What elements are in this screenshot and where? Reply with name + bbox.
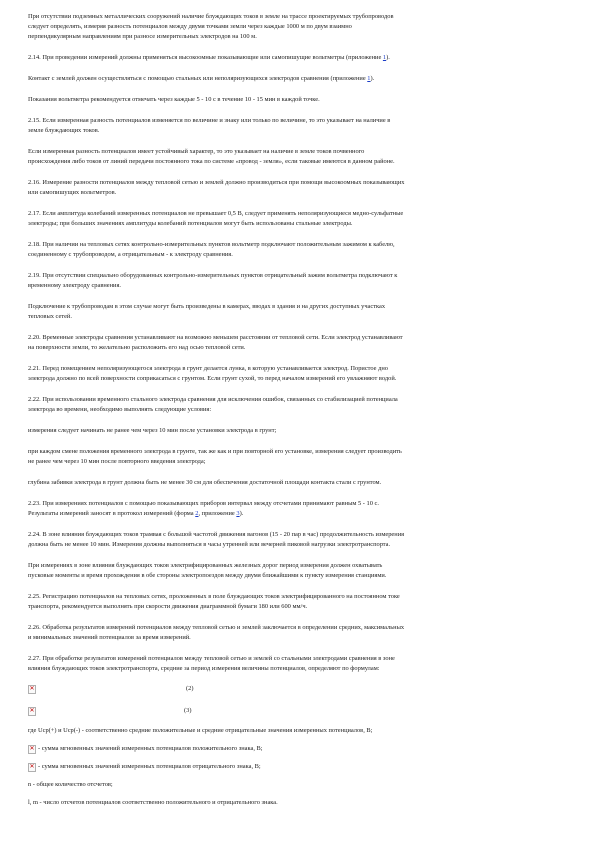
spacer	[28, 674, 568, 682]
spacer	[28, 42, 568, 53]
text-line: и минимальных значений потенциалов за время измерений.	[28, 634, 191, 641]
spacer	[28, 105, 568, 116]
text-line: 2.24. В зоне влияния блуждающих токов трамвая с большой частотой движения вагонов (15 - 20 пар в час) продолжительность измерения	[28, 531, 405, 538]
text-line: Если измеренная разность потенциалов имеет устойчивый характер, то это указывает на наличие в земле токов почвенного	[28, 148, 365, 155]
form-link[interactable]: 2	[195, 510, 199, 517]
spacer	[28, 519, 568, 530]
text: Контакт с землей должен осуществляться с помощью стальных или неполяризующихся электродов сравнения (приложение	[28, 75, 368, 82]
paragraph-p18	[28, 499, 568, 519]
spacer	[28, 696, 568, 704]
paragraph-p19	[28, 530, 568, 550]
spacer	[28, 291, 568, 302]
paragraph-p23	[28, 654, 568, 674]
definition-text: где Uср(+) и Uср(-) - соответственно средние положительные и средние отрицательные значения измеренных потенциалов, В;	[28, 727, 373, 734]
paragraph-p9	[28, 240, 568, 260]
spacer	[28, 612, 568, 623]
text-line: земле блуждающих токов.	[28, 127, 100, 134]
definition-d4	[28, 780, 568, 790]
paragraph-p21	[28, 592, 568, 612]
paragraph-p2	[28, 53, 568, 63]
text-line: 2.16. Измерение разности потенциалов между тепловой сетью и землей должно производиться при помощи высокоомных показывающих	[28, 179, 405, 186]
text-line: 2.18. При наличии на тепловых сетях контрольно-измерительных пунктов вольтметр подключают положительным зажимом к кабелю,	[28, 241, 395, 248]
text-line: 2.22. При использовании временного стального электрода сравнения для исключения ошибок, связанных со стабилизацией потенциала	[28, 396, 398, 403]
text-line: 2.17. Если амплитуда колебаний измеренных потенциалов не превышает 0,5 В, следует применять неполяризующиеся медно-сульфатные	[28, 210, 404, 217]
text-line: 2.27. При обработке результатов измерений потенциалов между тепловой сетью и землей со стальными электродами сравнения в зоне	[28, 655, 395, 662]
spacer	[28, 488, 568, 499]
text: , приложение	[198, 510, 237, 517]
text-line: пусковые моменты и время прохождения в обе стороны электропоездов между двумя ближайшими к пункту измерения станциями.	[28, 572, 387, 579]
text-line: транспорта, рекомендуется выполнять при скорости движения диаграммной бумаги 180 или 600 мм/ч.	[28, 603, 308, 610]
spacer	[28, 322, 568, 333]
text-line: влияния блуждающих токов электротранспорта, средние за период измерения величины потенциалов, определяют по формулам:	[28, 665, 380, 672]
text-line: 2.26. Обработка результатов измерений потенциалов между тепловой сетью и землей заключается в определении средних, максимальных	[28, 624, 405, 631]
paragraph-p15	[28, 426, 568, 436]
spacer	[28, 736, 568, 744]
paragraph-p4	[28, 95, 568, 105]
text-line: электроды; при больших значениях амплитуды колебаний потенциалов могут быть использованы стальные электроды.	[28, 220, 353, 227]
text-line: на поверхности земли, то желательно расположить его над осью тепловой сети.	[28, 344, 246, 351]
formula-f3	[28, 704, 568, 718]
formula-number: (3)	[184, 707, 192, 714]
paragraph-p5	[28, 116, 568, 136]
text-line: следует определять, измеряя разность потенциалов между двумя точками земли через каждые 1000 м по двум взаимно	[28, 23, 352, 30]
text-line: электрода во времени, необходимо выполнять следующие условия:	[28, 406, 212, 413]
spacer	[28, 260, 568, 271]
spacer	[28, 415, 568, 426]
paragraph-p10	[28, 271, 568, 291]
definition-d5	[28, 798, 568, 808]
paragraph-p17	[28, 478, 568, 488]
definition-text: n - общее количество отсчетов;	[28, 781, 113, 788]
text: ).	[239, 510, 244, 517]
paragraph-p12	[28, 333, 568, 353]
formula-f2	[28, 682, 568, 696]
text-line: 2.23. При измерениях потенциалов с помощью показывающих приборов интервал между отсчетами принимают равным 5 - 10 с.	[28, 500, 379, 507]
text-line: тепловых сетей.	[28, 313, 72, 320]
spacer	[28, 436, 568, 447]
appendix-link[interactable]: 1	[382, 54, 387, 61]
broken-image-icon: ✕	[29, 763, 35, 770]
text-line: не ранее чем через 10 мин после повторного введения электрода;	[28, 458, 206, 465]
definition-d2	[28, 744, 568, 754]
text: 2.14. При проведении измерений должны применяться высокоомные показывающие или самопишущие вольтметры (приложение	[28, 54, 383, 61]
definition-text: - сумма мгновенных значений измеренных потенциалов отрицательного знака, В;	[38, 763, 261, 770]
text-line: При отсутствии подземных металлических сооружений наличие блуждающих токов в земле на трассе проектируемых трубопроводов	[28, 13, 394, 20]
appendix-link[interactable]: 3	[236, 510, 240, 517]
text-line: происхождения либо токов от линий передачи постоянного тока по системе «провод - земля», если таковые имеются в данном районе.	[28, 158, 395, 165]
spacer	[28, 550, 568, 561]
text-line: 2.25. Регистрацию потенциалов на тепловых сетях, проложенных в поле блуждающих токов электрифицированного на постоянном токе	[28, 593, 400, 600]
text-line: 2.15. Если измеренная разность потенциалов изменяется по величине и знаку или только по величине, то это указывает на наличие в	[28, 117, 391, 124]
document-body	[28, 12, 568, 808]
text-line: электрода должно по всей поверхности соприкасаться с грунтом. Если грунт сухой, то перед началом измерений его увлажняют водой.	[28, 375, 397, 382]
paragraph-p14	[28, 395, 568, 415]
text-line: при каждом смене положения временного электрода в грунте, так же как и при повторной его установке, измерения следует производить	[28, 448, 402, 455]
paragraph-p3	[28, 74, 568, 84]
text-line: временному электроду сравнения.	[28, 282, 121, 289]
definition-text: - сумма мгновенных значений измеренных потенциалов положительного знака, В;	[38, 745, 263, 752]
text: ).	[370, 75, 375, 82]
spacer	[28, 754, 568, 762]
definition-d1	[28, 726, 568, 736]
text-line: 2.20. Временные электроды сравнения устанавливают на возможно меньшем расстоянии от тепловой сети. Если электрод устанавливают	[28, 334, 403, 341]
spacer	[28, 136, 568, 147]
paragraph-p11	[28, 302, 568, 322]
spacer	[28, 790, 568, 798]
paragraph-p20	[28, 561, 568, 581]
text-line: 2.21. Перед помещением неполяризующегося электрода в грунт делается лунка, в которую устанавливается электрод. Пористое дно	[28, 365, 388, 372]
broken-image-icon: ✕	[29, 707, 35, 714]
spacer	[28, 84, 568, 95]
paragraph-p8	[28, 209, 568, 229]
text-line: При измерениях в зоне влияния блуждающих токов электрифицированных железных дорог период измерения должен охватывать	[28, 562, 383, 569]
paragraph-p7	[28, 178, 568, 198]
paragraph-p6	[28, 147, 568, 167]
spacer	[28, 772, 568, 780]
definition-d3	[28, 762, 568, 772]
text: Результаты измерений заносят в протокол измерений (форма	[28, 510, 196, 517]
formula-number: (2)	[186, 685, 194, 692]
text-line: 2.19. При отсутствии специально оборудованных контрольно-измерительных пунктов отрицательный зажим вольтметра подключают к	[28, 272, 398, 279]
spacer	[28, 63, 568, 74]
text: ).	[386, 54, 390, 61]
paragraph-p1	[28, 12, 568, 42]
text-line: перпендикулярным направлениям при разносе измерительных электродов на 100 м.	[28, 33, 257, 40]
spacer	[28, 167, 568, 178]
paragraph-p22	[28, 623, 568, 643]
spacer	[28, 581, 568, 592]
appendix-link[interactable]: 1	[367, 75, 371, 82]
paragraph-p13	[28, 364, 568, 384]
spacer	[28, 467, 568, 478]
spacer	[28, 718, 568, 726]
text-line: глубина забивки электрода в грунт должна быть не менее 30 см для обеспечения достаточной площади контакта стали с грунтом.	[28, 479, 382, 486]
broken-image-icon: ✕	[29, 745, 35, 752]
text-line: измерения следует начинать не ранее чем через 10 мин после установки электрода в грунт;	[28, 427, 277, 434]
spacer	[28, 353, 568, 364]
text-line: должна быть не менее 10 мин. Измерения должны выполняться в часы утренней или вечерней пиковой нагрузки электротранспорта.	[28, 541, 391, 548]
spacer	[28, 643, 568, 654]
broken-image-icon: ✕	[29, 685, 35, 692]
text-line: Подключение к трубопроводам в этом случае могут быть произведены в камерах, вводах в здания и на других доступных участках	[28, 303, 386, 310]
spacer	[28, 229, 568, 240]
spacer	[28, 384, 568, 395]
paragraph-p16	[28, 447, 568, 467]
spacer	[28, 198, 568, 209]
text-line: соединенному с трубопроводом, а отрицательным - к электроду сравнения.	[28, 251, 233, 258]
text-line: или самопишущих вольтметров.	[28, 189, 117, 196]
definition-text: l, m - число отсчетов потенциалов соответственно положительного и отрицательного знака.	[28, 799, 278, 806]
text-line: Показания вольтметра рекомендуется отмечать через каждые 5 - 10 с в течение 10 - 15 мин в каждой точке.	[28, 96, 320, 103]
text-line	[28, 509, 568, 519]
